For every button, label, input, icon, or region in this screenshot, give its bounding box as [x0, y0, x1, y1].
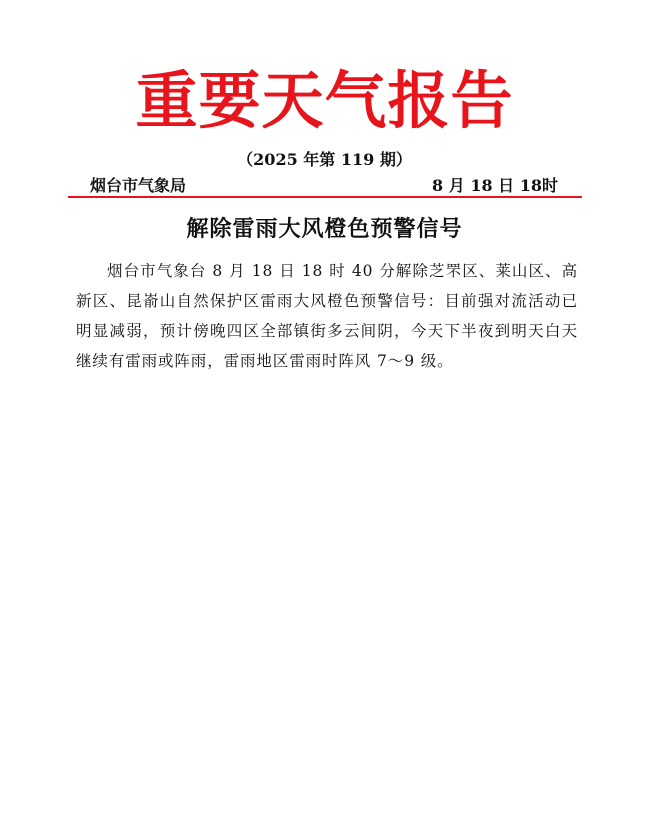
- header-divider: [68, 196, 582, 198]
- agency-name: 烟台市气象局: [90, 176, 187, 195]
- report-body: 烟台市气象台 8 月 18 日 18 时 40 分解除芝罘区、莱山区、高新区、昆嵛山自然保护区雷雨大风橙色预警信号：目前强对流活动已明显减弱，预计傍晚四区全部镇街多云间阴，今天下半夜到明天白天继续有雷雨或阵雨，雷雨地区雷雨时阵风 7～9 级。: [76, 262, 578, 370]
- issue-datetime: 8 月 18 日 18时: [432, 176, 558, 195]
- issue-number: （2025 年第 119 期）: [237, 150, 412, 169]
- report-headline: 解除雷雨大风橙色预警信号: [186, 217, 463, 242]
- meta-row: [90, 175, 558, 197]
- document-title: 重要天气报告: [135, 64, 514, 137]
